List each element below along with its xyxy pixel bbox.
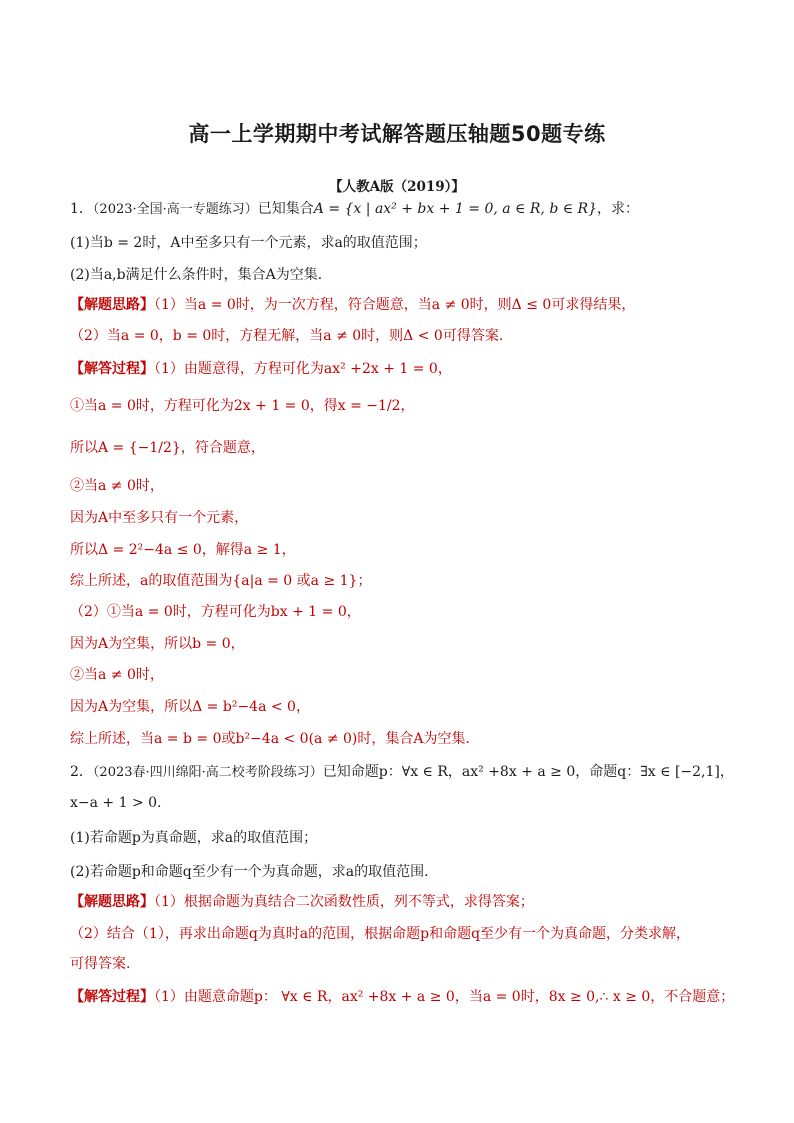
problem1-stem [70,199,730,220]
problem2-idea-2: （2）结合（1），再求出命题q为真时a的范围，根据命题p和命题q至少有一个为真命题，分类求解， [70,926,691,942]
problem1-q1: (1)当b = 2时，A中至多只有一个元素，求a的取值范围； [70,235,427,251]
problem2-source: （2023春·四川绵阳·高二校考阶段练习） [92,765,323,780]
problem1-process-2: ①当a = 0时，方程可化为2x + 1 = 0，得x = −1/2， [70,398,415,414]
problem1-stem-end: ，求： [597,201,639,217]
document-title: 高一上学期期中考试解答题压轴题50题专练 [188,122,606,146]
problem1-process-6: 所以Δ = 2²−4a ≤ 0，解得a ≥ 1， [70,542,296,558]
problem2-number: 2． [70,764,93,780]
problem1-idea-1: 【解题思路】（1）当a = 0时，为一次方程，符合题意，当a ≠ 0时，则Δ ≤ 0可求得结果， [70,297,636,313]
problem1-process-8: （2）①当a = 0时，方程可化为bx + 1 = 0， [70,604,361,620]
problem1-stem-text: 已知集合 [257,201,314,217]
problem2-q1: (1)若命题p为真命题，求a的取值范围； [70,830,318,846]
problem2-process-1: 【解答过程】（1）由题意命题p： ∀x ∈ R，ax² +8x + a ≥ 0，当a = 0时，8x ≥ 0,∴ x ≥ 0，不合题意； [70,989,735,1005]
process-label: 【解答过程】 [70,361,154,377]
problem1-process-10: ②当a ≠ 0时， [70,667,164,683]
problem1-process-11: 因为A为空集，所以Δ = b²−4a < 0， [70,699,310,715]
problem1-process-12: 综上所述，当a = b = 0或b²−4a < 0(a ≠ 0)时，集合A为空集． [70,731,480,747]
problem1-source: （2023·全国·高一专题练习） [92,202,258,217]
problem1-process-4: ②当a ≠ 0时， [70,478,164,494]
problem1-process-3: 所以A = {−1/2}，符合题意， [70,440,265,456]
idea-label: 【解题思路】 [70,297,154,313]
problem1-process-9: 因为A为空集，所以b = 0， [70,636,245,652]
problem2-idea-3: 可得答案. [70,956,131,972]
problem2-stem-1: 2．（2023春·四川绵阳·高二校考阶段练习）已知命题p：∀x ∈ R，ax² +8x + a ≥ 0，命题q：∃x ∈ [−2,1]， [70,764,734,780]
problem1-q2: (2)当a,b满足什么条件时，集合A为空集． [70,267,332,283]
problem2-q2: (2)若命题p和命题q至少有一个为真命题，求a的取值范围． [70,864,439,880]
problem1-process-1: 【解答过程】（1）由题意得，方程可化为ax² +2x + 1 = 0， [70,361,452,377]
problem1-idea-2: （2）当a = 0，b = 0时，方程无解，当a ≠ 0时，则Δ < 0可得答案. [70,328,504,344]
problem2-idea-1: 【解题思路】（1）根据命题为真结合二次函数性质，列不等式，求得答案； [70,894,534,910]
idea-label: 【解题思路】 [70,894,154,910]
problem1-number: 1． [70,201,93,217]
problem1-stem-math: A = {x | ax² + bx + 1 = 0, a ∈ R, b ∈ R} [313,201,597,217]
problem1-process-7: 综上所述，a的取值范围为{a|a = 0 或a ≥ 1}； [70,573,372,589]
document-subtitle: 【人教A版（2019）】 [329,179,465,195]
problem1-process-5: 因为A中至多只有一个元素， [70,510,249,526]
process-label: 【解答过程】 [70,989,154,1005]
problem2-stem-2: x−a + 1 > 0. [70,795,162,811]
